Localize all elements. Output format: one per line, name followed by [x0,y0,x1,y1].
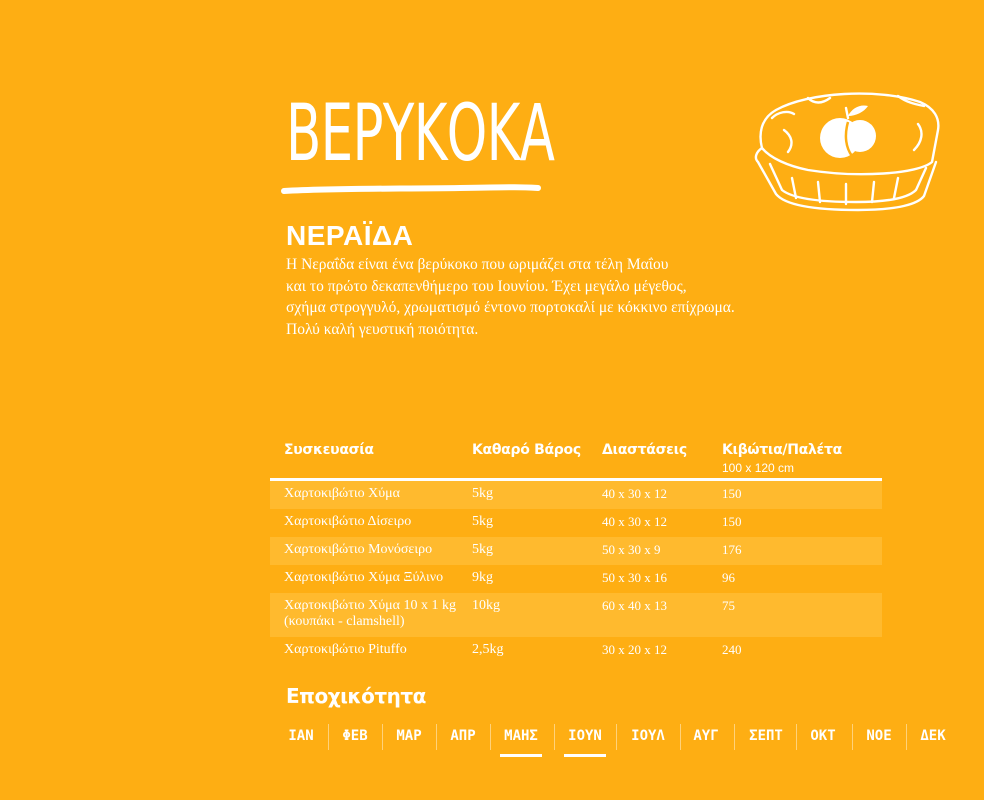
header-net-weight: Καθαρό Βάρος [472,442,581,458]
cell-boxes: 150 [722,486,742,501]
table-row [270,565,882,593]
cell-packaging: Χαρτοκιβώτιο Χύμα Ξύλινο [284,570,444,585]
cell-boxes: 176 [722,542,742,557]
cell-packaging: Χαρτοκιβώτιο Μονόσειρο [284,542,433,557]
cell-packaging: Χαρτοκιβώτιο Χύμα [284,486,400,501]
cell-packaging: Χαρτοκιβώτιο Pituffo [284,642,407,657]
product-description [286,254,806,340]
cell-boxes: 240 [722,642,742,657]
month-feb: ΦΕΒ [342,728,368,744]
product-title: ΒΕΡΥΚΟΚΑ [286,89,555,179]
table-row [270,637,882,665]
month-apr: ΑΠΡ [450,728,476,744]
variety-name: ΝΕΡΑΪΔΑ [286,220,414,251]
table-row [270,509,882,537]
table-row [270,481,882,509]
cell-dimensions: 60 x 40 x 13 [602,598,667,613]
cell-weight: 5kg [472,514,493,529]
month-sep: ΣΕΠΤ [749,728,783,744]
month-jan: ΙΑΝ [288,728,314,744]
seasonality-title: Εποχικότητα [286,684,426,708]
title-underline [280,180,542,200]
month-mar: ΜΑΡ [396,728,422,744]
cell-dimensions: 40 x 30 x 12 [602,486,667,501]
description-line: Η Νεραΐδα είναι ένα βερύκοκο που ωριμάζει στα τέλη Μαΐου [286,256,669,273]
header-packaging: Συσκευασία [284,442,374,458]
table-header [270,440,882,481]
apricot-clamshell-icon [748,82,944,216]
header-boxes-per-pallet: Κιβώτια/Παλέτα [722,442,842,458]
month-oct: ΟΚΤ [810,728,836,744]
cell-dimensions: 50 x 30 x 9 [602,542,661,557]
month-aug: ΑΥΓ [693,728,719,744]
month-may: ΜΑΗΣ [494,722,548,750]
month-jun: ΙΟΥΝ [558,722,612,750]
description-line: Πολύ καλή γευστική ποιότητα. [286,320,479,338]
description-line: και το πρώτο δεκαπενθήμερο του Ιουνίου. Έχει μεγάλο μέγεθος, [286,277,687,295]
cell-weight: 9kg [472,570,493,585]
month-nov: ΝΟΕ [866,728,892,744]
cell-dimensions: 40 x 30 x 12 [602,514,667,529]
cell-weight: 2,5kg [472,642,504,657]
description-line: σχήμα στρογγυλό, χρωματισμό έντονο πορτοκαλί με κόκκινο επίχρωμα. [286,299,735,316]
header-dimensions: Διαστάσεις [602,442,687,458]
cell-packaging: Χαρτοκιβώτιο Χύμα 10 x 1 kg (κουπάκι - clamshell) [284,598,456,629]
month-jul: ΙΟΥΛ [631,728,665,744]
cell-boxes: 75 [722,598,735,613]
cell-boxes: 96 [722,570,735,585]
month-dec: ΔΕΚ [920,728,946,744]
header-pallet-size: 100 x 120 cm [722,461,795,475]
packaging-table [270,440,882,665]
cell-weight: 5kg [472,486,493,501]
cell-packaging: Χαρτοκιβώτιο Δίσειρο [284,514,412,529]
table-row [270,537,882,565]
cell-weight: 5kg [472,542,493,557]
cell-dimensions: 30 x 20 x 12 [602,642,667,657]
cell-weight: 10kg [472,598,500,613]
cell-dimensions: 50 x 30 x 16 [602,570,667,585]
table-row [270,593,882,637]
cell-boxes: 150 [722,514,742,529]
